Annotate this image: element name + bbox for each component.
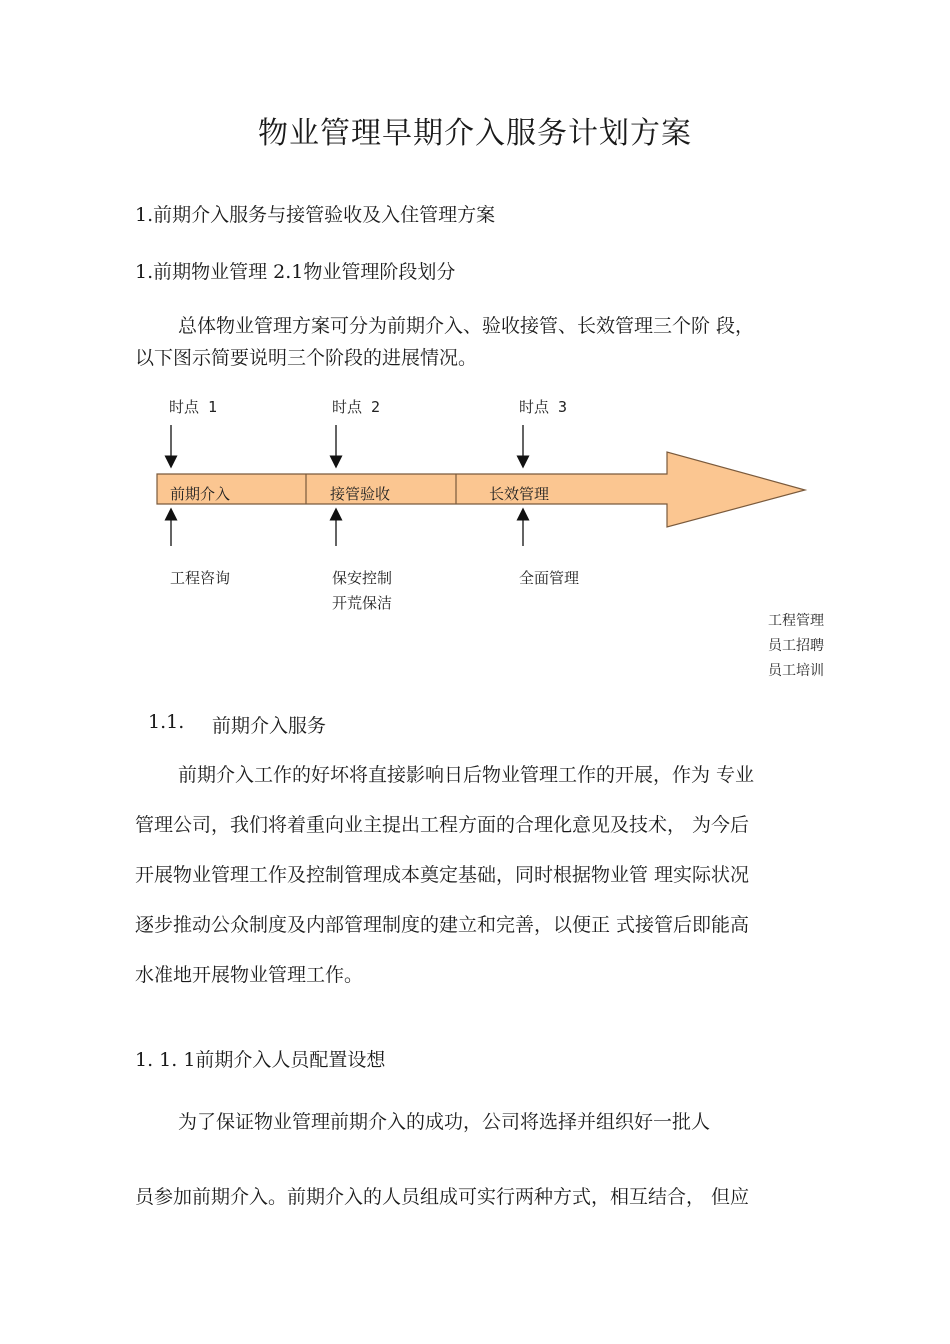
stage-2-label: 接管验收 xyxy=(330,485,391,503)
intro-line-2: 以下图示简要说明三个阶段的进展情况。 xyxy=(135,347,478,369)
task-initial-cleaning: 开荒保洁 xyxy=(332,594,393,612)
task-engineering-consult: 工程咨询 xyxy=(170,569,231,587)
section-1-1-1-title: 1. 1. 1前期介入人员配置设想 xyxy=(135,1049,386,1071)
section-1-1-number: 1.1. xyxy=(148,711,185,733)
side-note-staff-recruitment: 员工招聘 xyxy=(768,638,824,654)
intro-line-1: 总体物业管理方案可分为前期介入、验收接管、长效管理三个阶 段， xyxy=(178,315,755,337)
section-1-1-line-4: 逐步推动公众制度及内部管理制度的建立和完善，以便正 式接管后即能高 xyxy=(135,914,750,936)
heading-2: 1.前期物业管理 2.1物业管理阶段划分 xyxy=(135,261,456,283)
timepoint-3-label: 时点 3 xyxy=(519,398,568,416)
side-note-engineering-management: 工程管理 xyxy=(768,613,824,629)
section-1-1-title: 前期介入服务 xyxy=(212,715,327,737)
task-full-management: 全面管理 xyxy=(519,569,580,587)
section-1-1-line-2: 管理公司，我们将着重向业主提出工程方面的合理化意见及技术， 为今后 xyxy=(135,814,750,836)
task-security-control: 保安控制 xyxy=(332,569,393,587)
section-1-1-line-3: 开展物业管理工作及控制管理成本奠定基础，同时根据物业管 理实际状况 xyxy=(135,864,750,886)
timepoint-2-label: 时点 2 xyxy=(332,398,381,416)
section-1-1-1-line-2: 员参加前期介入。前期介入的人员组成可实行两种方式，相互结合， 但应 xyxy=(135,1186,750,1208)
stage-1-label: 前期介入 xyxy=(170,485,231,503)
side-note-staff-training: 员工培训 xyxy=(768,663,824,679)
stage-3-label: 长效管理 xyxy=(489,485,550,503)
section-1-1-line-1: 前期介入工作的好坏将直接影响日后物业管理工作的开展，作为 专业 xyxy=(178,764,755,786)
timepoint-1-label: 时点 1 xyxy=(169,398,218,416)
heading-1: 1.前期介入服务与接管验收及入住管理方案 xyxy=(135,204,496,226)
page-title: 物业管理早期介入服务计划方案 xyxy=(258,116,692,151)
section-1-1-1-line-1: 为了保证物业管理前期介入的成功，公司将选择并组织好一批人 xyxy=(178,1111,711,1133)
section-1-1-line-5: 水准地开展物业管理工作。 xyxy=(135,964,364,986)
stage-arrow-shape xyxy=(157,452,805,527)
stage-diagram xyxy=(150,380,830,620)
